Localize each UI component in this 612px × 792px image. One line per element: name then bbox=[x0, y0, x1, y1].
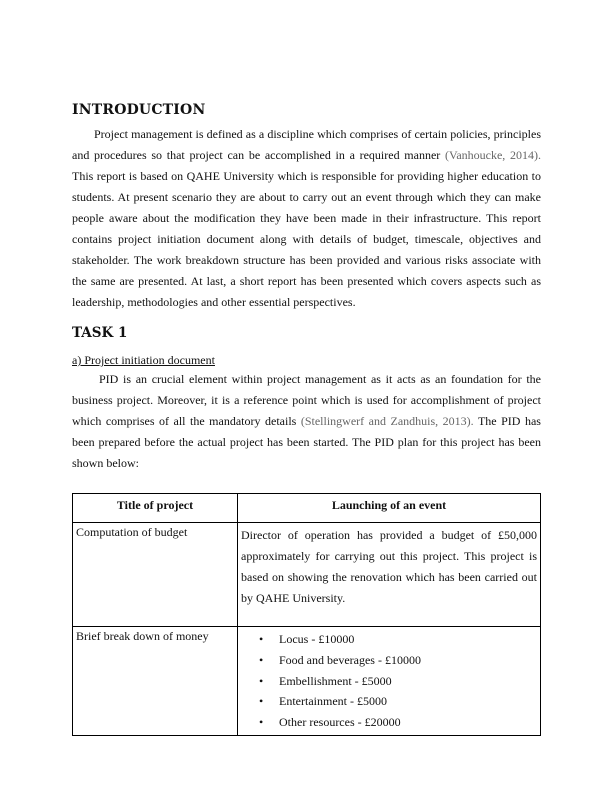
row-label-breakdown: Brief break down of money bbox=[73, 627, 238, 736]
list-item-text: Entertainment - £5000 bbox=[279, 694, 387, 709]
list-item bbox=[259, 691, 537, 712]
bullet-icon: • bbox=[259, 694, 264, 709]
header-title-of-project: Title of project bbox=[73, 494, 238, 523]
pid-paragraph bbox=[72, 369, 541, 474]
row-breakdown-list-cell bbox=[238, 627, 541, 736]
intro-citation: (Vanhoucke, 2014). bbox=[444, 148, 541, 162]
intro-paragraph bbox=[72, 124, 541, 313]
table-header-row bbox=[73, 494, 541, 523]
intro-text-1: Project management is defined as a discipline which comprises of certain policies, principles and procedures so that project can be accomplished in a required manner bbox=[72, 127, 541, 162]
row-label-budget: Computation of budget bbox=[73, 523, 238, 627]
list-item bbox=[259, 712, 537, 733]
intro-text-2: This report is based on QAHE University which is responsible for providing higher education to students. At present scenario they are about to carry out an event through which they can make people aware about the modification they have been made in their infrastructure. This report contains project initiation document along with details of budget, timescale, objectives and stakeholder. The work breakdown structure has been provided and various risks associate with the same are presented. At last, a short report has been presented which covers aspects such as leadership, methodologies and other essential perspectives. bbox=[72, 169, 541, 309]
list-item bbox=[259, 629, 537, 650]
list-item-text: Other resources - £20000 bbox=[279, 715, 401, 730]
bullet-icon: • bbox=[259, 652, 264, 667]
bullet-icon: • bbox=[259, 632, 264, 646]
row-text-budget: Director of operation has provided a budget of £50,000 approximately for carrying out this project. This project is based on showing the renovation which has been carried out by QAHE University. bbox=[238, 523, 541, 627]
document-page bbox=[72, 96, 541, 474]
pid-subheading: a) Project initiation document bbox=[72, 353, 215, 367]
list-item-text: Embellishment - £5000 bbox=[279, 673, 392, 688]
budget-list bbox=[241, 629, 537, 733]
list-item bbox=[259, 650, 537, 671]
table-row bbox=[73, 523, 541, 627]
bullet-icon: • bbox=[259, 715, 264, 730]
header-launching-event: Launching of an event bbox=[238, 494, 541, 523]
table-row bbox=[73, 627, 541, 736]
bullet-icon: • bbox=[259, 673, 264, 688]
pid-text-2: The PID has been prepared before the actual project has been started. The PID plan for this project has been shown below: bbox=[72, 414, 541, 470]
intro-heading: INTRODUCTION bbox=[72, 102, 206, 118]
list-item-text: Food and beverages - £10000 bbox=[279, 652, 421, 667]
pid-citation: (Stellingwerf and Zandhuis, 2013). bbox=[300, 414, 474, 428]
pid-text-1: PID is an crucial element within project management as it acts as an foundation for the business project. Moreover, it is a reference point which is used for accomplishment of project which comprises of all the mandatory details bbox=[72, 372, 541, 428]
pid-table bbox=[72, 493, 541, 736]
task1-heading: TASK 1 bbox=[72, 325, 128, 341]
list-item-text: Locus - £10000 bbox=[279, 632, 355, 646]
list-item bbox=[259, 671, 537, 692]
